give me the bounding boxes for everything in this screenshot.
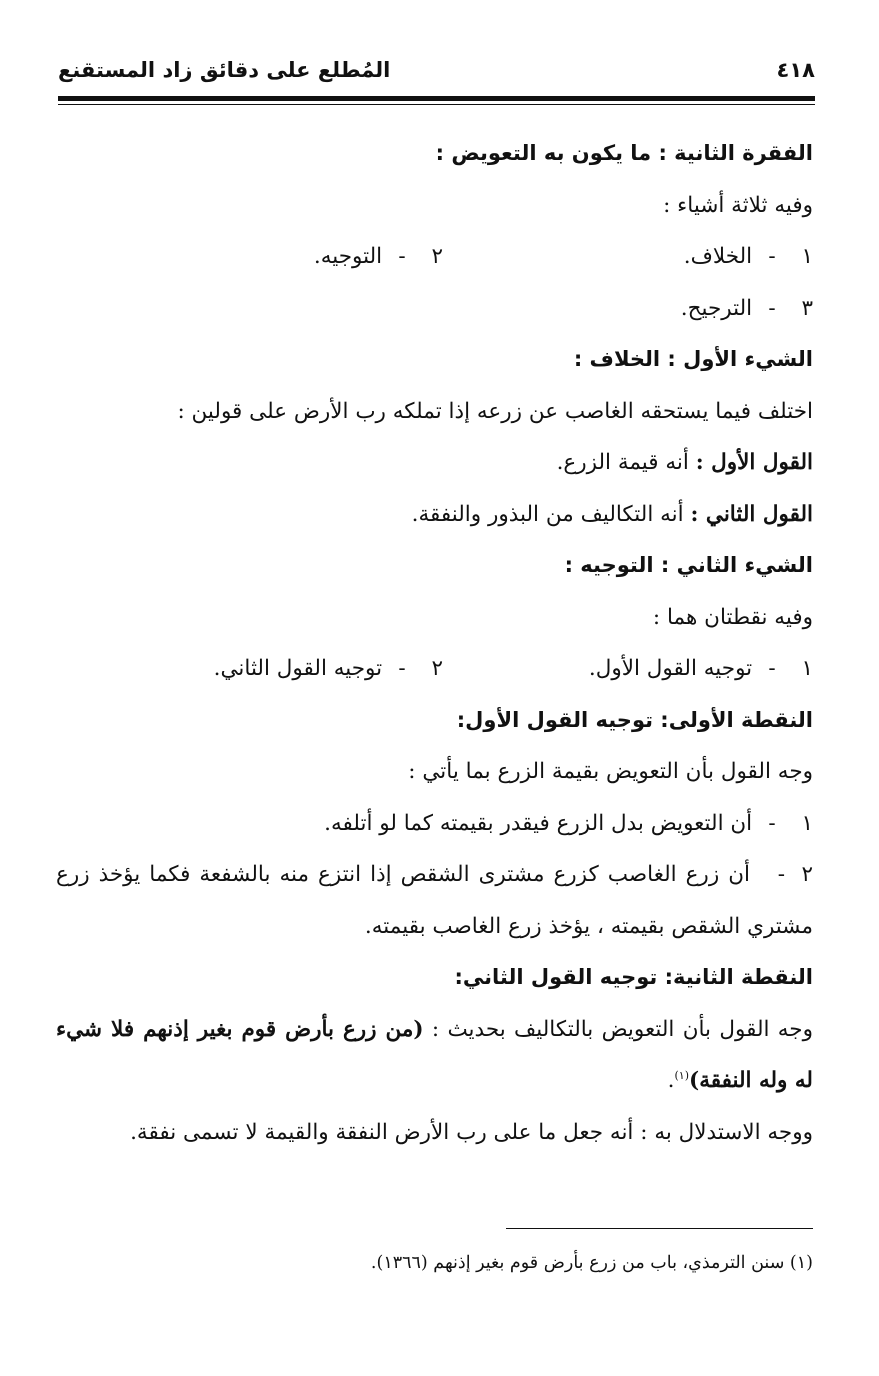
points-row	[56, 643, 813, 695]
section-heading: الفقرة الثانية : ما يكون به التعويض :	[435, 141, 813, 165]
point-1-heading: النقطة الأولى: توجيه القول الأول:	[456, 707, 813, 732]
running-header	[58, 58, 815, 92]
points-intro: وفيه نقطتان هما :	[652, 604, 813, 630]
footnote: (١) سنن الترمذي، باب من زرع بأرض قوم بغير إذنهم (١٣٦٦).	[370, 1253, 813, 1273]
opinion-1-text: أنه قيمة الزرع.	[556, 450, 689, 475]
opinion-1-label: القول الأول :	[695, 450, 813, 475]
evidence-text: ووجه الاستدلال به : أنه جعل ما على رب الأرض النفقة والقيمة لا تسمى نفقة.	[130, 1119, 813, 1145]
list-item: ٢- توجيه القول الثاني.	[213, 656, 443, 681]
point-1-intro: وجه القول بأن التعويض بقيمة الزرع بما يأتي :	[408, 759, 813, 784]
list-item: ١- توجيه القول الأول.	[588, 656, 813, 681]
list-item: ٣- الترجيح.	[680, 295, 813, 321]
items-row-1	[56, 231, 813, 283]
opinion-1	[56, 437, 813, 489]
opinion-2-text: أنه التكاليف من البذور والنفقة.	[411, 501, 684, 527]
first-thing-heading: الشيء الأول : الخلاف :	[573, 347, 813, 371]
opinion-2-label: القول الثاني :	[690, 501, 813, 527]
header-rule-thin	[58, 104, 815, 105]
main-text	[56, 128, 813, 1158]
hadith-quote: (من زرع بأرض قوم بغير إذنهم فلا شيء له وله النفقة)	[56, 1016, 813, 1093]
second-thing-heading: الشيء الثاني : التوجيه :	[564, 553, 813, 577]
items-row-2	[56, 283, 813, 335]
point-1-item-2: ٢- أن زرع الغاصب كزرع مشترى الشقص إذا انتزع منه بالشفعة فكما يؤخذ زرع مشتري الشقص بقيمته ، يؤخذ زرع الغاصب بقيمته.	[56, 862, 813, 939]
dispute-text: اختلف فيما يستحقه الغاصب عن زرعه إذا تملكه رب الأرض على قولين :	[177, 398, 813, 424]
footnote-divider	[506, 1228, 813, 1229]
footnote-ref[interactable]: (١)	[674, 1068, 690, 1082]
point-2-heading: النقطة الثانية: توجيه القول الثاني:	[454, 965, 813, 989]
point-1-item-1: ١- أن التعويض بدل الزرع فيقدر بقيمته كما لو أتلفه.	[324, 810, 813, 836]
list-item: ١- الخلاف.	[683, 244, 813, 269]
list-item: ٢- التوجيه.	[313, 244, 443, 269]
page-number: ٤١٨	[776, 58, 815, 82]
book-title: المُطلع على دقائق زاد المستقنع	[58, 58, 391, 82]
intro-text: وفيه ثلاثة أشياء :	[663, 192, 813, 218]
opinion-2	[56, 489, 813, 541]
point-2-text: وجه القول بأن التعويض بالتكاليف بحديث : (من زرع بأرض قوم بغير إذنهم فلا شيء له وله النفقة)$^{(١)}$.	[56, 1016, 813, 1093]
header-rule-thick	[58, 96, 815, 101]
